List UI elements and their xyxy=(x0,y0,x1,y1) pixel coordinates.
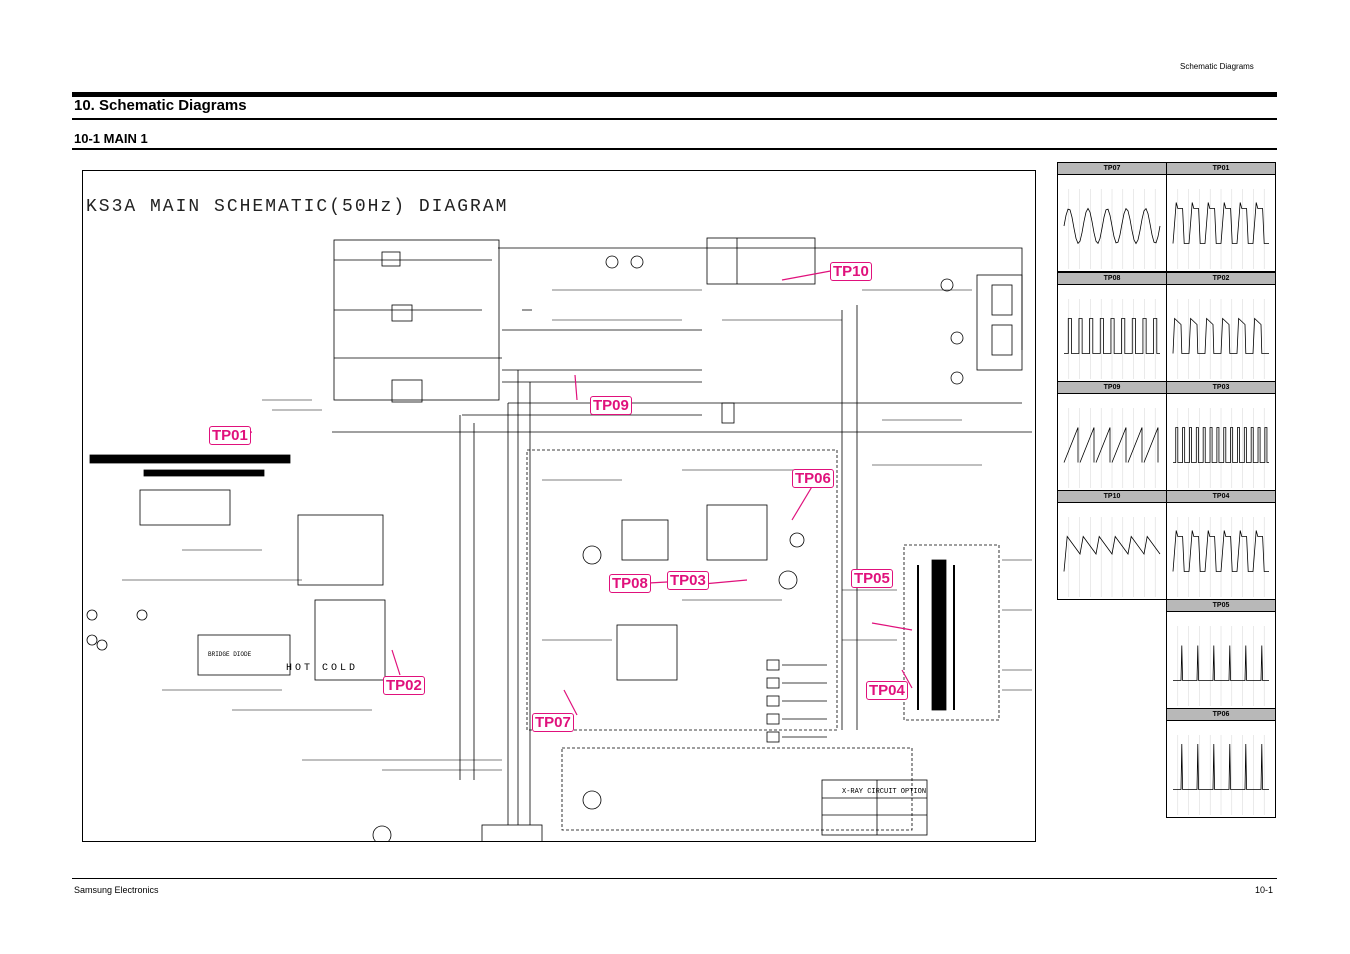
waveform-trace xyxy=(1167,612,1275,708)
tp01-label: TP01 xyxy=(209,426,251,445)
tp04-label: TP04 xyxy=(866,681,908,700)
tp02-label: TP02 xyxy=(383,676,425,695)
waveform-panel-tp02 xyxy=(1166,272,1276,382)
waveform-trace xyxy=(1058,175,1166,271)
section-header: Schematic Diagrams xyxy=(1180,62,1254,71)
schematic-title: KS3A MAIN SCHEMATIC(50Hz) DIAGRAM xyxy=(86,197,509,217)
waveform-trace xyxy=(1167,503,1275,599)
bridge-diode-label: BRIDGE DIODE xyxy=(208,651,252,658)
hot-cold-label: HOT COLD xyxy=(286,663,359,674)
tp03-label: TP03 xyxy=(667,571,709,590)
tp07-label: TP07 xyxy=(532,713,574,732)
waveform-panel-tp04 xyxy=(1166,490,1276,600)
footer-rule xyxy=(72,878,1277,879)
title-rule xyxy=(72,92,1277,97)
waveform-title: TP04 xyxy=(1167,491,1275,503)
footer-page-number: 10-1 xyxy=(1255,885,1274,895)
waveform-panel-tp03 xyxy=(1166,381,1276,491)
waveform-title: TP05 xyxy=(1167,600,1275,612)
xray-option-label: X-RAY CIRCUIT OPTION xyxy=(842,788,927,796)
waveform-trace xyxy=(1167,175,1275,271)
waveform-title: TP08 xyxy=(1058,273,1166,285)
footer-company: Samsung Electronics xyxy=(74,885,159,895)
waveform-title: TP06 xyxy=(1167,709,1275,721)
schematic-drawing xyxy=(82,170,1036,842)
page-title: 10. Schematic Diagrams xyxy=(74,97,247,114)
waveform-panel-tp09 xyxy=(1057,381,1167,491)
waveform-panel-tp07 xyxy=(1057,162,1167,272)
waveform-title: TP07 xyxy=(1058,163,1166,175)
subtitle-underline xyxy=(72,148,1277,150)
waveform-panel-tp06 xyxy=(1166,708,1276,818)
tp09-label: TP09 xyxy=(590,396,632,415)
title-underline xyxy=(72,118,1277,120)
waveform-trace xyxy=(1058,394,1166,490)
tp06-label: TP06 xyxy=(792,469,834,488)
waveform-panel-tp01 xyxy=(1166,162,1276,272)
tp10-label: TP10 xyxy=(830,262,872,281)
waveform-trace xyxy=(1167,394,1275,490)
waveform-title: TP10 xyxy=(1058,491,1166,503)
waveform-trace xyxy=(1058,503,1166,599)
tp05-label: TP05 xyxy=(851,569,893,588)
waveform-title: TP01 xyxy=(1167,163,1275,175)
waveform-title: TP03 xyxy=(1167,382,1275,394)
waveform-trace xyxy=(1058,285,1166,381)
section-subtitle: 10-1 MAIN 1 xyxy=(74,131,148,146)
waveform-panel-tp05 xyxy=(1166,599,1276,709)
waveform-title: TP09 xyxy=(1058,382,1166,394)
waveform-line xyxy=(1064,428,1158,463)
waveform-trace xyxy=(1167,721,1275,817)
tp08-label: TP08 xyxy=(609,574,651,593)
waveform-panel-tp08 xyxy=(1057,272,1167,382)
waveform-trace xyxy=(1167,285,1275,381)
waveform-panel-tp10 xyxy=(1057,490,1167,600)
waveform-title: TP02 xyxy=(1167,273,1275,285)
